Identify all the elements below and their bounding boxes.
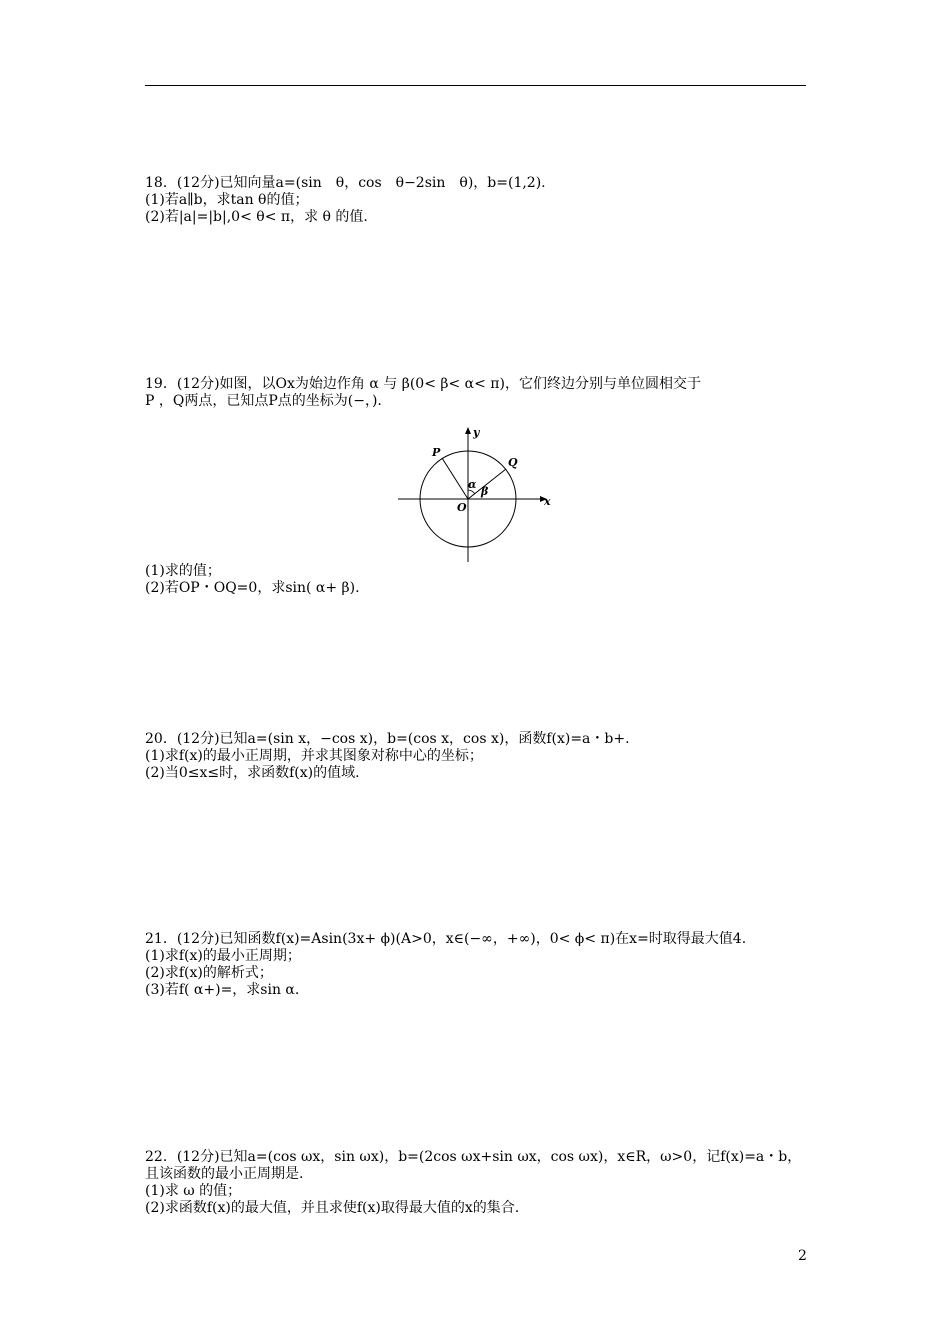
unit-circle-figure	[395, 424, 555, 564]
angle-beta-label: β	[481, 485, 489, 498]
question-22-part-1: (1)求 ω 的值；	[145, 1183, 242, 1199]
question-19	[145, 376, 810, 410]
question-18	[145, 175, 810, 226]
question-20-stem: 20．(12分)已知a=(sin x，−cos x)，b=(cos x，cos x)，函数f(x)=a・b+.	[145, 731, 630, 747]
angle-alpha-label: α	[468, 478, 477, 491]
question-19-part-1: (1)求的值；	[145, 563, 221, 579]
question-22	[145, 1149, 810, 1217]
y-axis-label: y	[473, 426, 480, 439]
question-21-part-3: (3)若f( α+)=，求sin α.	[145, 982, 300, 998]
origin-label: O	[457, 501, 467, 514]
page-number: 2	[798, 1248, 807, 1264]
x-axis-label: x	[544, 495, 551, 508]
y-axis-arrow-icon	[465, 427, 471, 434]
header-rule	[145, 85, 806, 86]
question-22-stem: 22．(12分)已知a=(cos ωx，sin ωx)，b=(2cos ωx+sin ωx，cos ωx)，x∈R，ω>0，记f(x)=a・b，且该函数的最小正周期是.	[145, 1149, 802, 1182]
question-20-part-2: (2)当0≤x≤时，求函数f(x)的值域.	[145, 765, 360, 781]
question-18-stem: 18．(12分)已知向量a=(sin θ，cos θ−2sin θ)，b=(1,2).	[145, 175, 546, 191]
question-19-stem-line-2: P ，Q两点，已知点P点的坐标为(−，).	[145, 393, 382, 409]
point-q-label: Q	[508, 456, 518, 469]
question-21-part-1: (1)求f(x)的最小正周期；	[145, 948, 301, 964]
question-21	[145, 931, 810, 999]
question-20	[145, 731, 810, 782]
question-22-part-2: (2)求函数f(x)的最大值，并且求使f(x)取得最大值的x的集合.	[145, 1200, 520, 1216]
question-21-stem: 21．(12分)已知函数f(x)=Asin(3x+ ϕ)(A>0，x∈(−∞，+∞)，0< ϕ< π)在x=时取得最大值4.	[145, 931, 747, 947]
point-p-label: P	[432, 446, 441, 459]
question-19-parts	[145, 563, 810, 597]
ray-op	[442, 458, 468, 499]
question-21-part-2: (2)求f(x)的解析式；	[145, 965, 273, 981]
question-19-part-2: (2)若OP・OQ=0，求sin( α+ β).	[145, 580, 360, 596]
question-19-stem-line-1: 19．(12分)如图，以Ox为始边作角 α 与 β(0< β< α< π)，它们终边分别与单位圆相交于	[145, 376, 701, 392]
question-18-part-2: (2)若|a|=|b|,0< θ< π，求 θ 的值.	[145, 209, 368, 225]
question-20-part-1: (1)求f(x)的最小正周期，并求其图象对称中心的坐标；	[145, 748, 483, 764]
question-18-part-1: (1)若a∥b，求tan θ的值；	[145, 192, 309, 208]
